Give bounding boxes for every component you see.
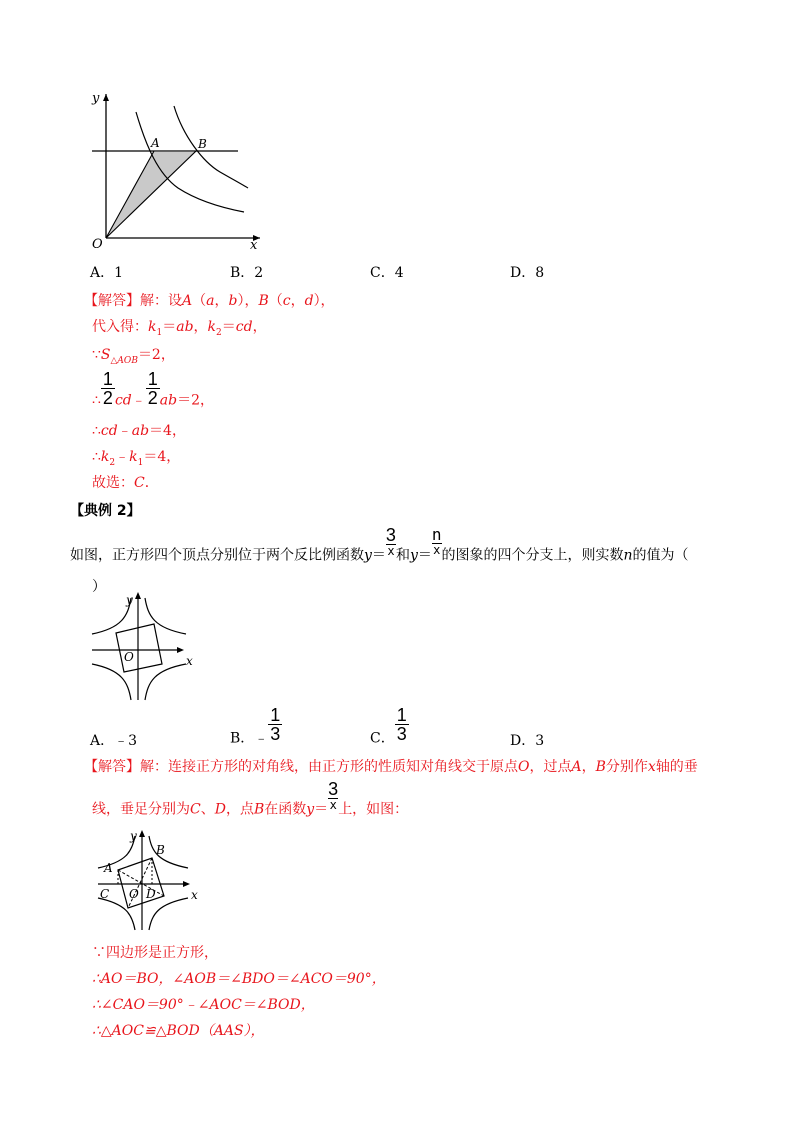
q2-line2: ） bbox=[92, 579, 106, 595]
fig1-origin-label: O bbox=[92, 237, 103, 252]
fig1-point-b-label: B bbox=[198, 137, 207, 151]
sol2-line1: 【解答】解：连接正方形的对角线，由正方形的性质知对角线交于原点O，过点A，B分别作x轴的垂 bbox=[84, 759, 698, 775]
q1-option-c: C．4 bbox=[370, 265, 404, 281]
fig1-point-a-label: A bbox=[151, 136, 160, 150]
sol2-step1: ∵四边形是正方形， bbox=[92, 945, 218, 961]
q1-option-b: B．2 bbox=[230, 265, 264, 281]
figure-1-graph bbox=[88, 88, 268, 253]
q2-line1: 如图，正方形四个顶点分别位于两个反比例函数y＝ $\frac{3}{x}$ 和y＝ $\frac{n}{x}$ 的图象的四个分支上，则实数n的值为（ bbox=[70, 525, 689, 564]
q2-option-c: C． $\frac{1}{3}$ bbox=[370, 705, 407, 747]
example-2-heading: 【典例 2】 bbox=[70, 503, 141, 519]
fraction-half-1: $\frac{1}{2}$ bbox=[102, 369, 113, 408]
fig2-y-label: y bbox=[126, 593, 133, 607]
fraction-3-over-x: $\frac{3}{x}$ bbox=[385, 525, 396, 558]
fraction-one-third-b: $\frac{1}{3}$ bbox=[270, 705, 281, 744]
q1-option-a: A．1 bbox=[90, 265, 124, 281]
fraction-n-over-x: $\frac{n}{x}$ bbox=[431, 525, 442, 557]
fig2-x-label: x bbox=[186, 654, 193, 668]
fig3-point-b-label: B bbox=[156, 843, 165, 857]
sol1-line6: $\therefore k_2﹣k_1=4$， bbox=[92, 449, 181, 468]
sol1-line5: ∴cd﹣ab＝4， bbox=[92, 423, 186, 439]
fig3-point-c-label: C bbox=[100, 887, 110, 901]
q2-option-d: D．3 bbox=[510, 733, 545, 749]
sol2-line2: 线，垂足分别为C、D，点B在函数y＝ $\frac{3}{x}$ 上，如图： bbox=[92, 779, 409, 818]
fig1-y-label: y bbox=[92, 91, 100, 106]
q1-option-d: D．8 bbox=[510, 265, 545, 281]
sol1-tag: 【解答】 bbox=[84, 293, 140, 309]
sol2-step3: ∴∠CAO＝90°﹣∠AOC＝∠BOD， bbox=[92, 997, 315, 1013]
fraction-one-third-c: $\frac{1}{3}$ bbox=[396, 705, 407, 744]
sol1-line3: $\because S_{\triangle AOB}=2$， bbox=[92, 347, 175, 366]
fig2-origin-label: O bbox=[124, 650, 134, 664]
sol2-step2: ∴AO＝BO，∠AOB＝∠BDO＝∠ACO＝90°， bbox=[92, 971, 386, 987]
fig3-point-a-label: A bbox=[104, 861, 113, 875]
sol2-step4: ∴△AOC≌△BOD（AAS）， bbox=[92, 1023, 265, 1039]
figure-3-graph bbox=[96, 826, 204, 934]
fig3-point-d-label: D bbox=[146, 887, 156, 901]
sol1-line1: 【解答】解：设A（a，b），B（c，d）， bbox=[84, 293, 335, 309]
fraction-half-2: $\frac{1}{2}$ bbox=[147, 369, 158, 408]
q2-option-b: B．﹣ $\frac{1}{3}$ bbox=[230, 705, 281, 747]
figure-2-graph bbox=[88, 588, 203, 706]
fig1-x-label: x bbox=[250, 238, 258, 253]
sol1-line7: 故选：C． bbox=[92, 475, 159, 491]
fig3-origin-label: O bbox=[129, 887, 139, 901]
fig3-y-label: y bbox=[130, 829, 137, 843]
fraction-3-over-x-sol: $\frac{3}{x}$ bbox=[328, 779, 339, 812]
sol1-line4: ∴ $\frac{1}{2}$ cd﹣ $\frac{1}{2}$ ab＝2， bbox=[92, 369, 214, 409]
q2-option-a: A．﹣3 bbox=[90, 733, 138, 749]
sol1-line2: 代入得：$k_1=ab$，$k_2=cd$， bbox=[92, 319, 267, 338]
fig3-x-label: x bbox=[191, 888, 198, 902]
